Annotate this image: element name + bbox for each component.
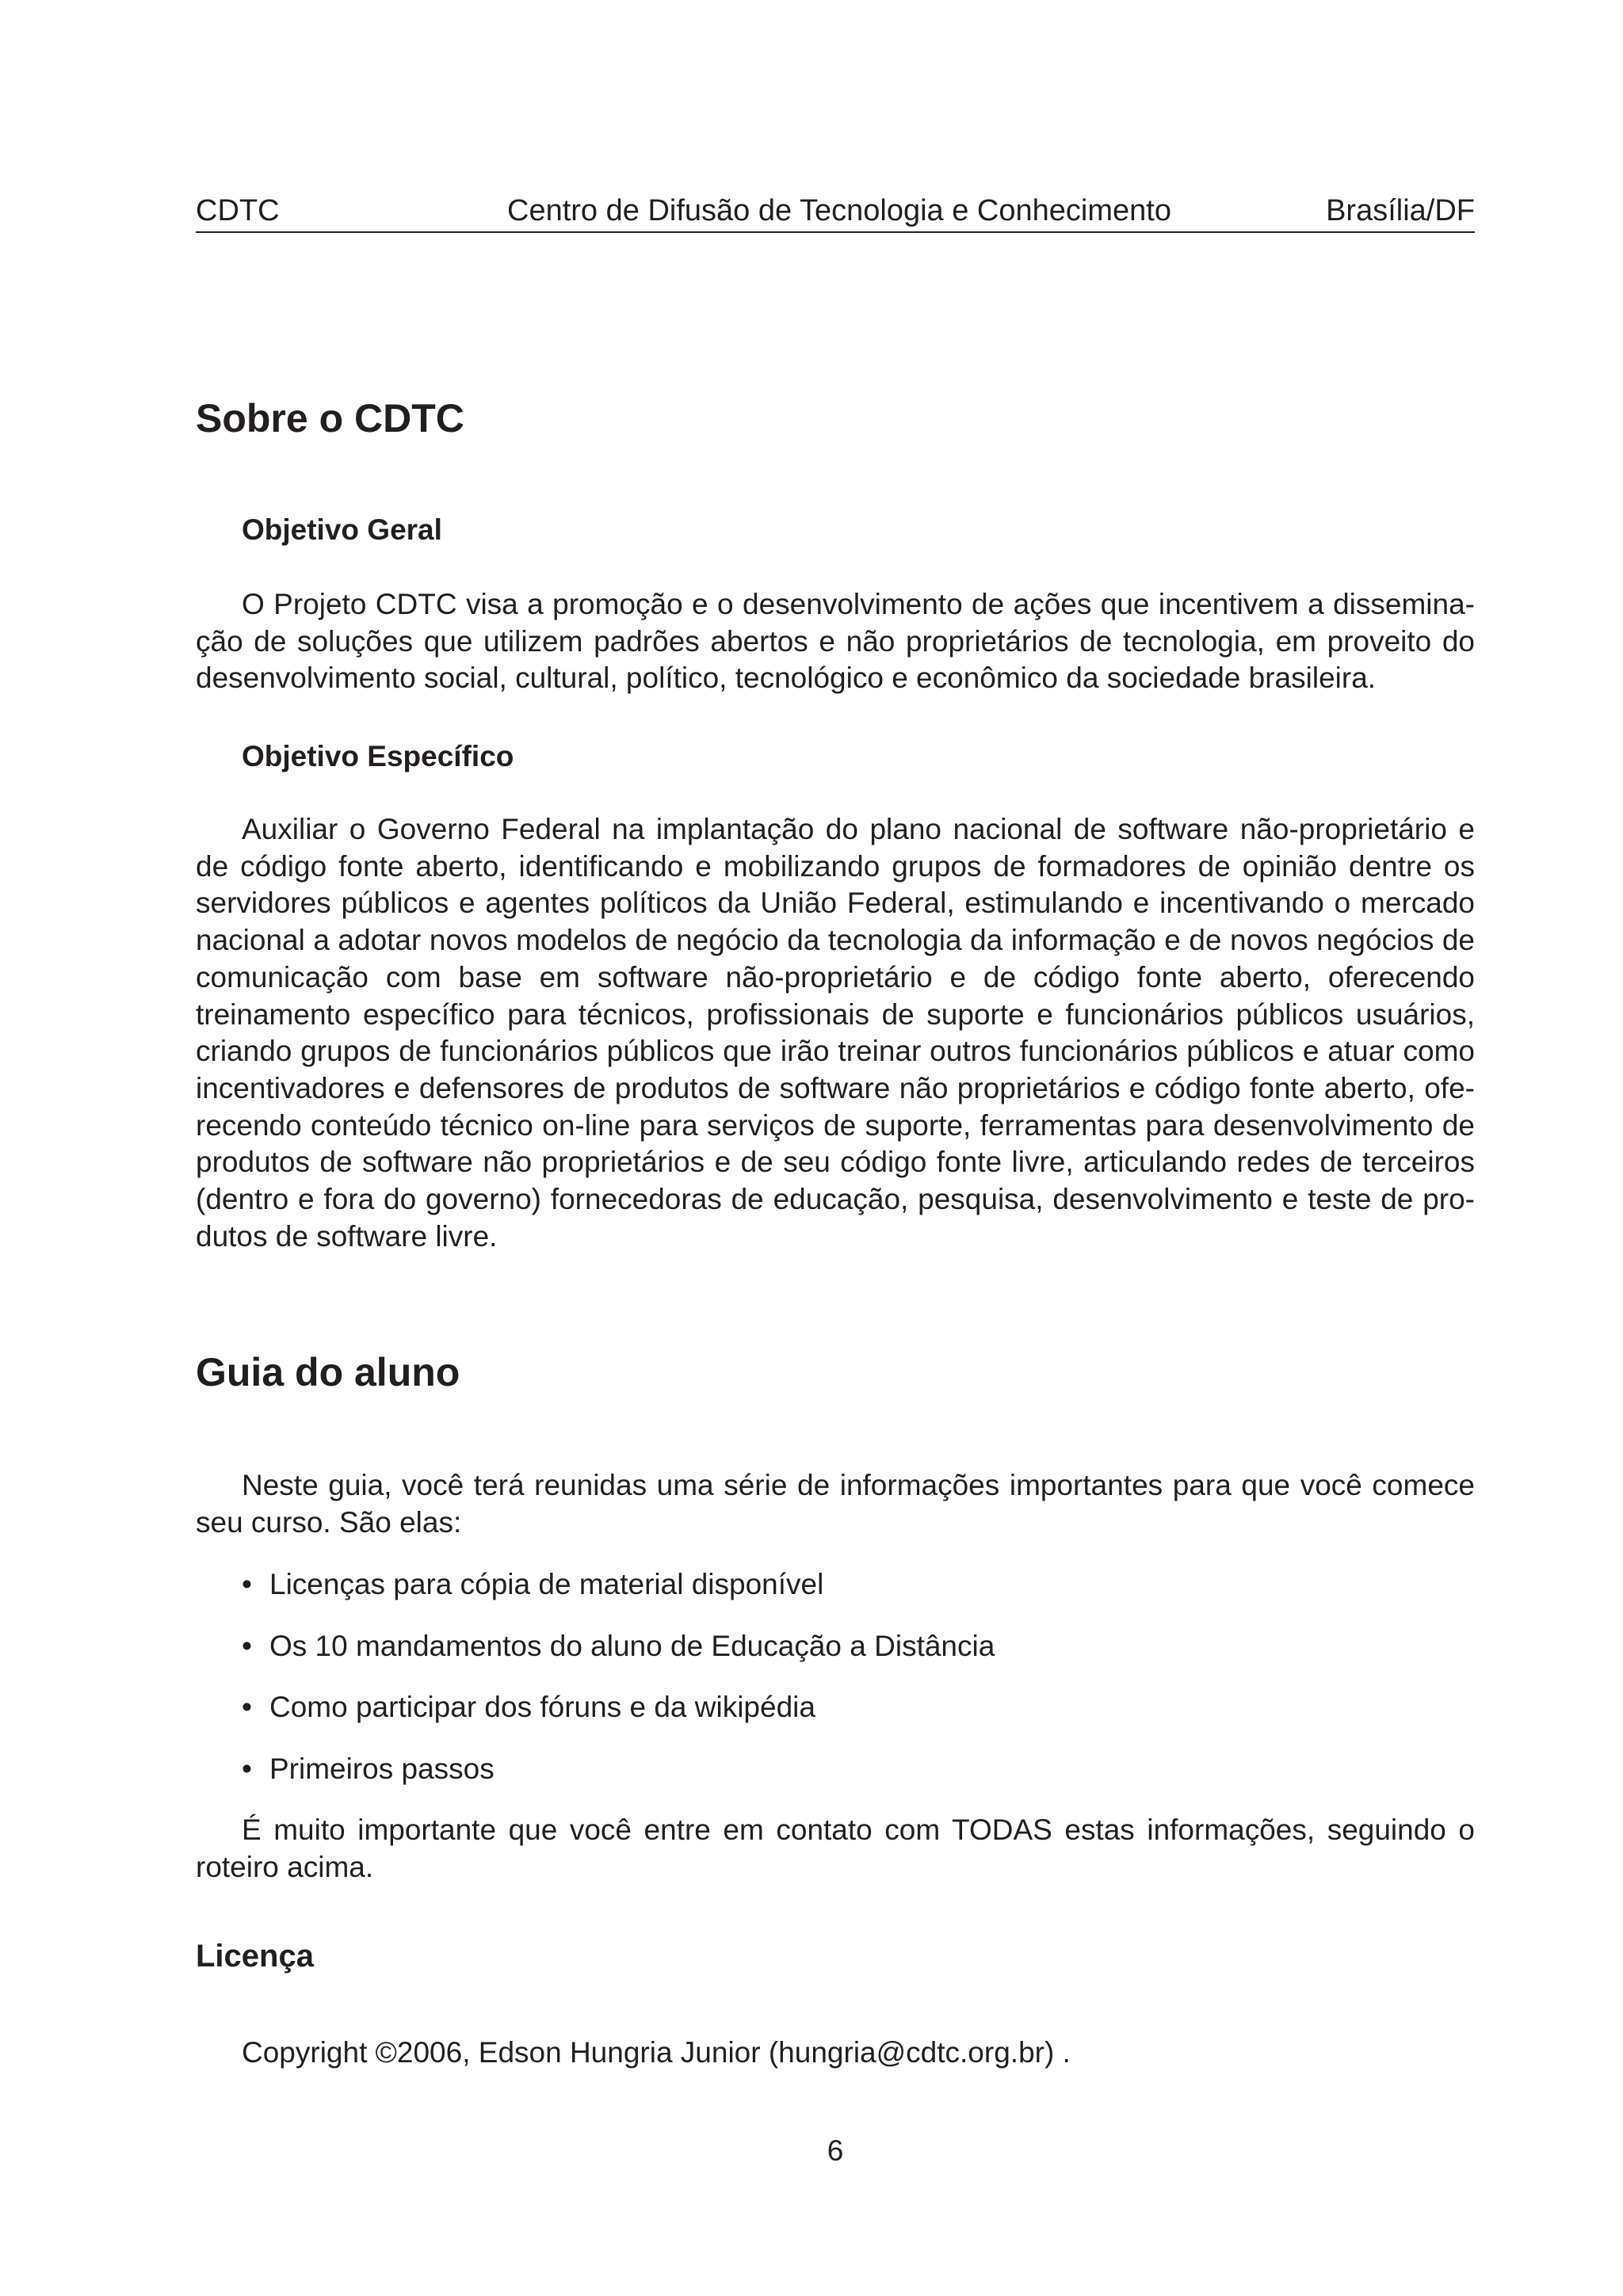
list-item-text: Como participar dos fóruns e da wikipédia [269, 1691, 815, 1723]
guia-bullet-list [242, 1566, 995, 1812]
header-right: Brasília/DF [1326, 194, 1475, 227]
list-item [242, 1751, 995, 1813]
header-center: Centro de Difusão de Tecnologia e Conhecimento [507, 194, 1171, 227]
list-item-text: Os 10 mandamentos do aluno de Educação a Distância [269, 1629, 995, 1662]
bullet-dot: • [242, 1629, 252, 1662]
copyright-notice: Copyright ©2006, Edson Hungria Junior (hungria@cdtc.org.br) . [242, 2036, 1071, 2069]
paragraph-objetivo-especifico: Auxiliar o Governo Federal na implantação do plano nacional de software não-proprietário e de código fonte aberto, identificando e mobilizando grupos de formadores de opinião dentre os servidores públicos e agentes políticos da União Federal, estimulando e incentivando o mercado nacional a adotar novos modelos de negócio da tecnologia da informação e de novos negócios de comunicação com base em software não-proprietário e de código fonte aberto, oferecendo treinamento específico para técnicos, profissionais de suporte e funcionários públicos usuários, criando grupos de funcionários públicos que irão treinar outros funcionários públicos e atuar como incentivadores e defensores de produtos de software não proprietários e código fonte aberto, oferecendo conteúdo técnico on-line para serviços de suporte, ferramentas para desenvolvimento de produtos de software não proprietários e de seu código fonte livre, articulando redes de terceiros (dentro e fora do governo) fornecedoras de educação, pesquisa, desenvolvimento e teste de produtos de software livre. [196, 813, 1475, 1253]
paragraph-guia-intro: Neste guia, você terá reunidas uma série de informações importantes para que você comece seu curso. São elas: [196, 1469, 1475, 1539]
page-number: 6 [827, 2134, 844, 2167]
paragraph-guia-closing: É muito importante que você entre em contato com TODAS estas informações, seguindo o roteiro acima. [196, 1814, 1475, 1883]
bullet-dot: • [242, 1752, 252, 1785]
subsection-title-objetivo-especifico: Objetivo Específico [242, 740, 514, 772]
list-item-text: Licenças para cópia de material disponível [269, 1568, 824, 1600]
header-left: CDTC [196, 194, 280, 227]
list-item-text: Primeiros passos [269, 1752, 495, 1785]
section-title-sobre: Sobre o CDTC [196, 396, 464, 441]
section-title-guia: Guia do aluno [196, 1350, 460, 1394]
subsection-title-objetivo-geral: Objetivo Geral [242, 513, 442, 546]
running-header [196, 190, 1475, 233]
list-item [242, 1628, 995, 1690]
bullet-dot: • [242, 1691, 252, 1723]
bullet-dot: • [242, 1568, 252, 1600]
list-item [242, 1689, 995, 1751]
section-title-licenca: Licença [196, 1939, 314, 1974]
paragraph-objetivo-geral: O Projeto CDTC visa a promoção e o desenvolvimento de ações que incentivem a disseminação de soluções que utilizem padrões abertos e não proprietários de tecnologia, em proveito do desenvolvimento social, cultural, político, tecnológico e econômico da sociedade brasileira. [196, 588, 1475, 695]
list-item [242, 1566, 995, 1628]
